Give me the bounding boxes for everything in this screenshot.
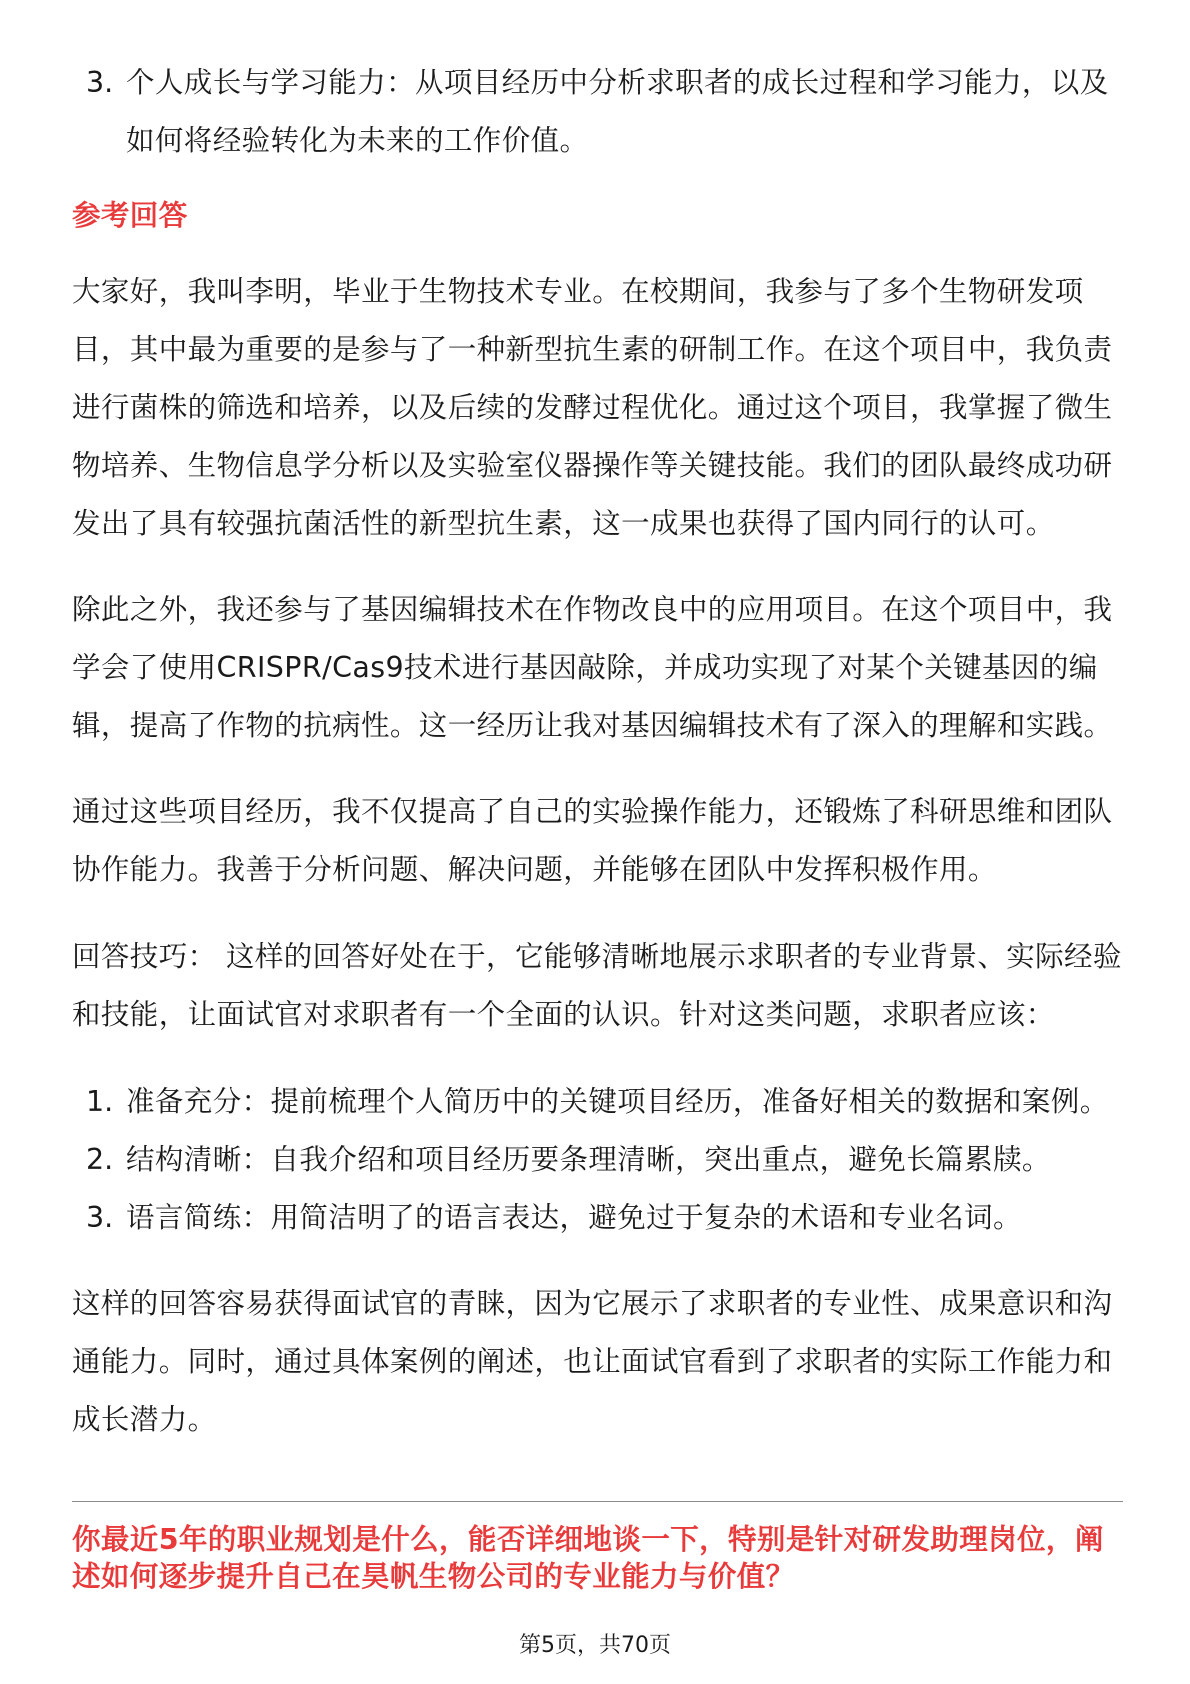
- tip-item-preparation: 准备充分：提前梳理个人简历中的关键项目经历，准备好相关的数据和案例。: [126, 1085, 1109, 1118]
- paragraph-line: 协作能力。我善于分析问题、解决问题，并能够在团队中发挥积极作用。: [72, 853, 997, 886]
- reference-answer-heading: 参考回答: [72, 199, 188, 232]
- tip-number: 3.: [86, 1201, 114, 1234]
- list-item-number: 3.: [86, 66, 114, 99]
- paragraph-line: 辑，提高了作物的抗病性。这一经历让我对基因编辑技术有了深入的理解和实践。: [72, 709, 1113, 742]
- answer-tips-paragraph: [72, 928, 1122, 1044]
- paragraph-line: 进行菌株的筛选和培养，以及后续的发酵过程优化。通过这个项目，我掌握了微生: [72, 391, 1113, 424]
- paragraph-line: 通能力。同时，通过具体案例的阐述，也让面试官看到了求职者的实际工作能力和: [72, 1345, 1113, 1378]
- question-line: 述如何逐步提升自己在昊帆生物公司的专业能力与价值？: [72, 1560, 795, 1593]
- answer-paragraph-1: [72, 263, 1112, 553]
- paragraph-line: 物培养、生物信息学分析以及实验室仪器操作等关键技能。我们的团队最终成功研: [72, 449, 1113, 482]
- page-number: 第5页，共70页: [519, 1633, 671, 1658]
- paragraph-line: 发出了具有较强抗菌活性的新型抗生素，这一成果也获得了国内同行的认可。: [72, 507, 1055, 540]
- paragraph-line: 除此之外，我还参与了基因编辑技术在作物改良中的应用项目。在这个项目中，我: [72, 593, 1113, 626]
- paragraph-line: 通过这些项目经历，我不仅提高了自己的实验操作能力，还锻炼了科研思维和团队: [72, 795, 1113, 828]
- tip-number: 2.: [86, 1143, 114, 1176]
- paragraph-line: 目，其中最为重要的是参与了一种新型抗生素的研制工作。在这个项目中，我负责: [72, 333, 1113, 366]
- list-item-line: 如何将经验转化为未来的工作价值。: [126, 124, 589, 157]
- tip-item-language: 语言简练：用简洁明了的语言表达，避免过于复杂的术语和专业名词。: [126, 1201, 1022, 1234]
- paragraph-line: 回答技巧： 这样的回答好处在于，它能够清晰地展示求职者的专业背景、实际经验: [72, 940, 1122, 973]
- section-divider: [72, 1501, 1123, 1502]
- tip-number: 1.: [86, 1085, 114, 1118]
- list-item-line: 个人成长与学习能力：从项目经历中分析求职者的成长过程和学习能力，以及: [126, 66, 1109, 99]
- paragraph-line: 大家好，我叫李明，毕业于生物技术专业。在校期间，我参与了多个生物研发项: [72, 275, 1084, 308]
- next-question: [72, 1521, 1104, 1595]
- list-item-growth-learning: [126, 54, 1109, 170]
- tip-item-structure: 结构清晰：自我介绍和项目经历要条理清晰，突出重点，避免长篇累牍。: [126, 1143, 1051, 1176]
- answer-paragraph-2: [72, 581, 1112, 755]
- paragraph-line: 成长潜力。: [72, 1403, 217, 1436]
- paragraph-line: 和技能，让面试官对求职者有一个全面的认识。针对这类问题，求职者应该：: [72, 998, 1055, 1031]
- paragraph-line: 这样的回答容易获得面试官的青睐，因为它展示了求职者的专业性、成果意识和沟: [72, 1287, 1113, 1320]
- question-line: 你最近5年的职业规划是什么，能否详细地谈一下，特别是针对研发助理岗位，阐: [72, 1523, 1104, 1556]
- paragraph-line: 学会了使用CRISPR/Cas9技术进行基因敲除，并成功实现了对某个关键基因的编: [72, 651, 1098, 684]
- answer-tips-closing: [72, 1275, 1112, 1449]
- answer-paragraph-3: [72, 783, 1112, 899]
